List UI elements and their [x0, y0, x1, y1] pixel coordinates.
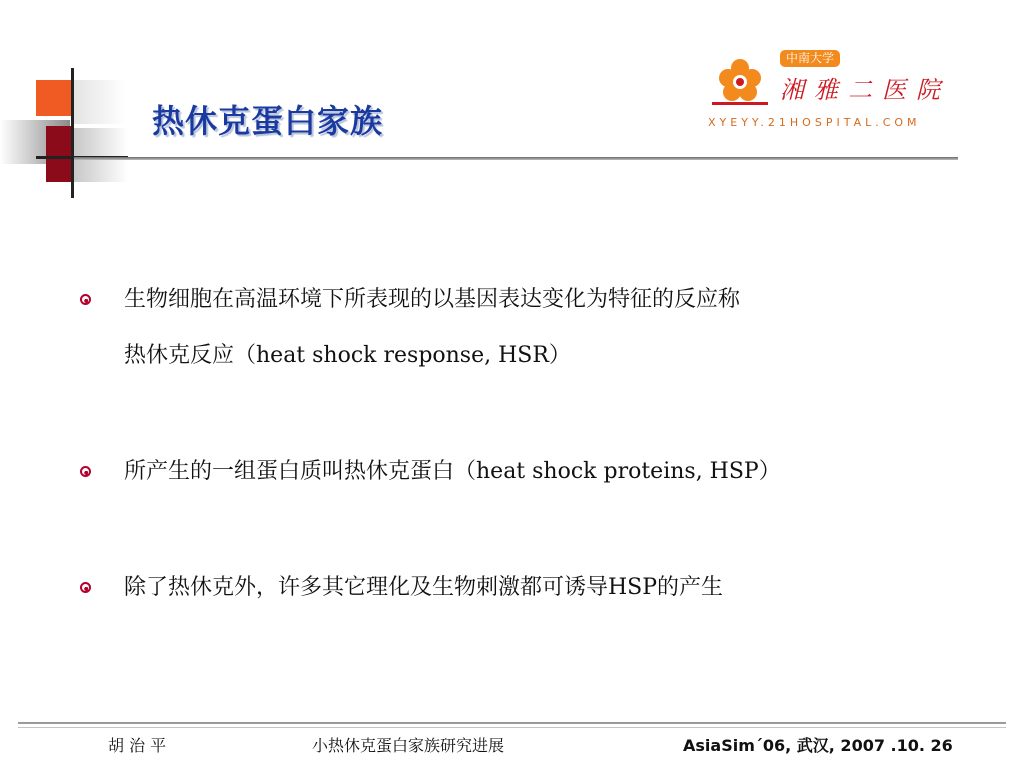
bullet-list: [78, 272, 978, 616]
bullet-text-continuation: 热休克反应（heat shock response, HSR）: [124, 343, 571, 368]
decor-dark-red-square: [46, 126, 72, 182]
hospital-name: 湘雅二医院: [780, 76, 950, 104]
decor-fade-square: [74, 128, 128, 182]
footer-event: AsiaSim´06, 武汉, 2007 .10. 26: [683, 736, 953, 755]
footer-topic: 小热休克蛋白家族研究进展: [312, 736, 505, 755]
bullet-circle-icon: [80, 294, 91, 305]
bullet-text: 除了热休克外，许多其它理化及生物刺激都可诱导HSP的产生: [124, 575, 724, 600]
bullet-item: [78, 272, 978, 384]
slide-title: 热休克蛋白家族: [152, 102, 384, 140]
footer-divider-thin: [18, 727, 1006, 728]
bullet-text: 生物细胞在高温环境下所表现的以基因表达变化为特征的反应称: [124, 287, 741, 312]
bullet-text: 所产生的一组蛋白质叫热休克蛋白（heat shock proteins, HSP）: [124, 459, 781, 484]
footer-author: 胡 治 平: [108, 736, 167, 755]
hospital-logo: [700, 48, 968, 136]
university-badge: 中南大学: [780, 50, 840, 67]
decor-grey-square: [74, 80, 126, 124]
footer-divider: [18, 722, 1006, 724]
flower-logo-icon: [708, 56, 772, 110]
hospital-url: XYEYY.21HOSPITAL.COM: [708, 116, 921, 129]
bullet-item: [78, 444, 978, 500]
bullet-circle-icon: [80, 582, 91, 593]
bullet-circle-icon: [80, 466, 91, 477]
title-underline: [74, 157, 958, 160]
decor-vertical-line: [71, 68, 74, 198]
decor-orange-square: [36, 80, 72, 116]
bullet-item: [78, 560, 978, 616]
